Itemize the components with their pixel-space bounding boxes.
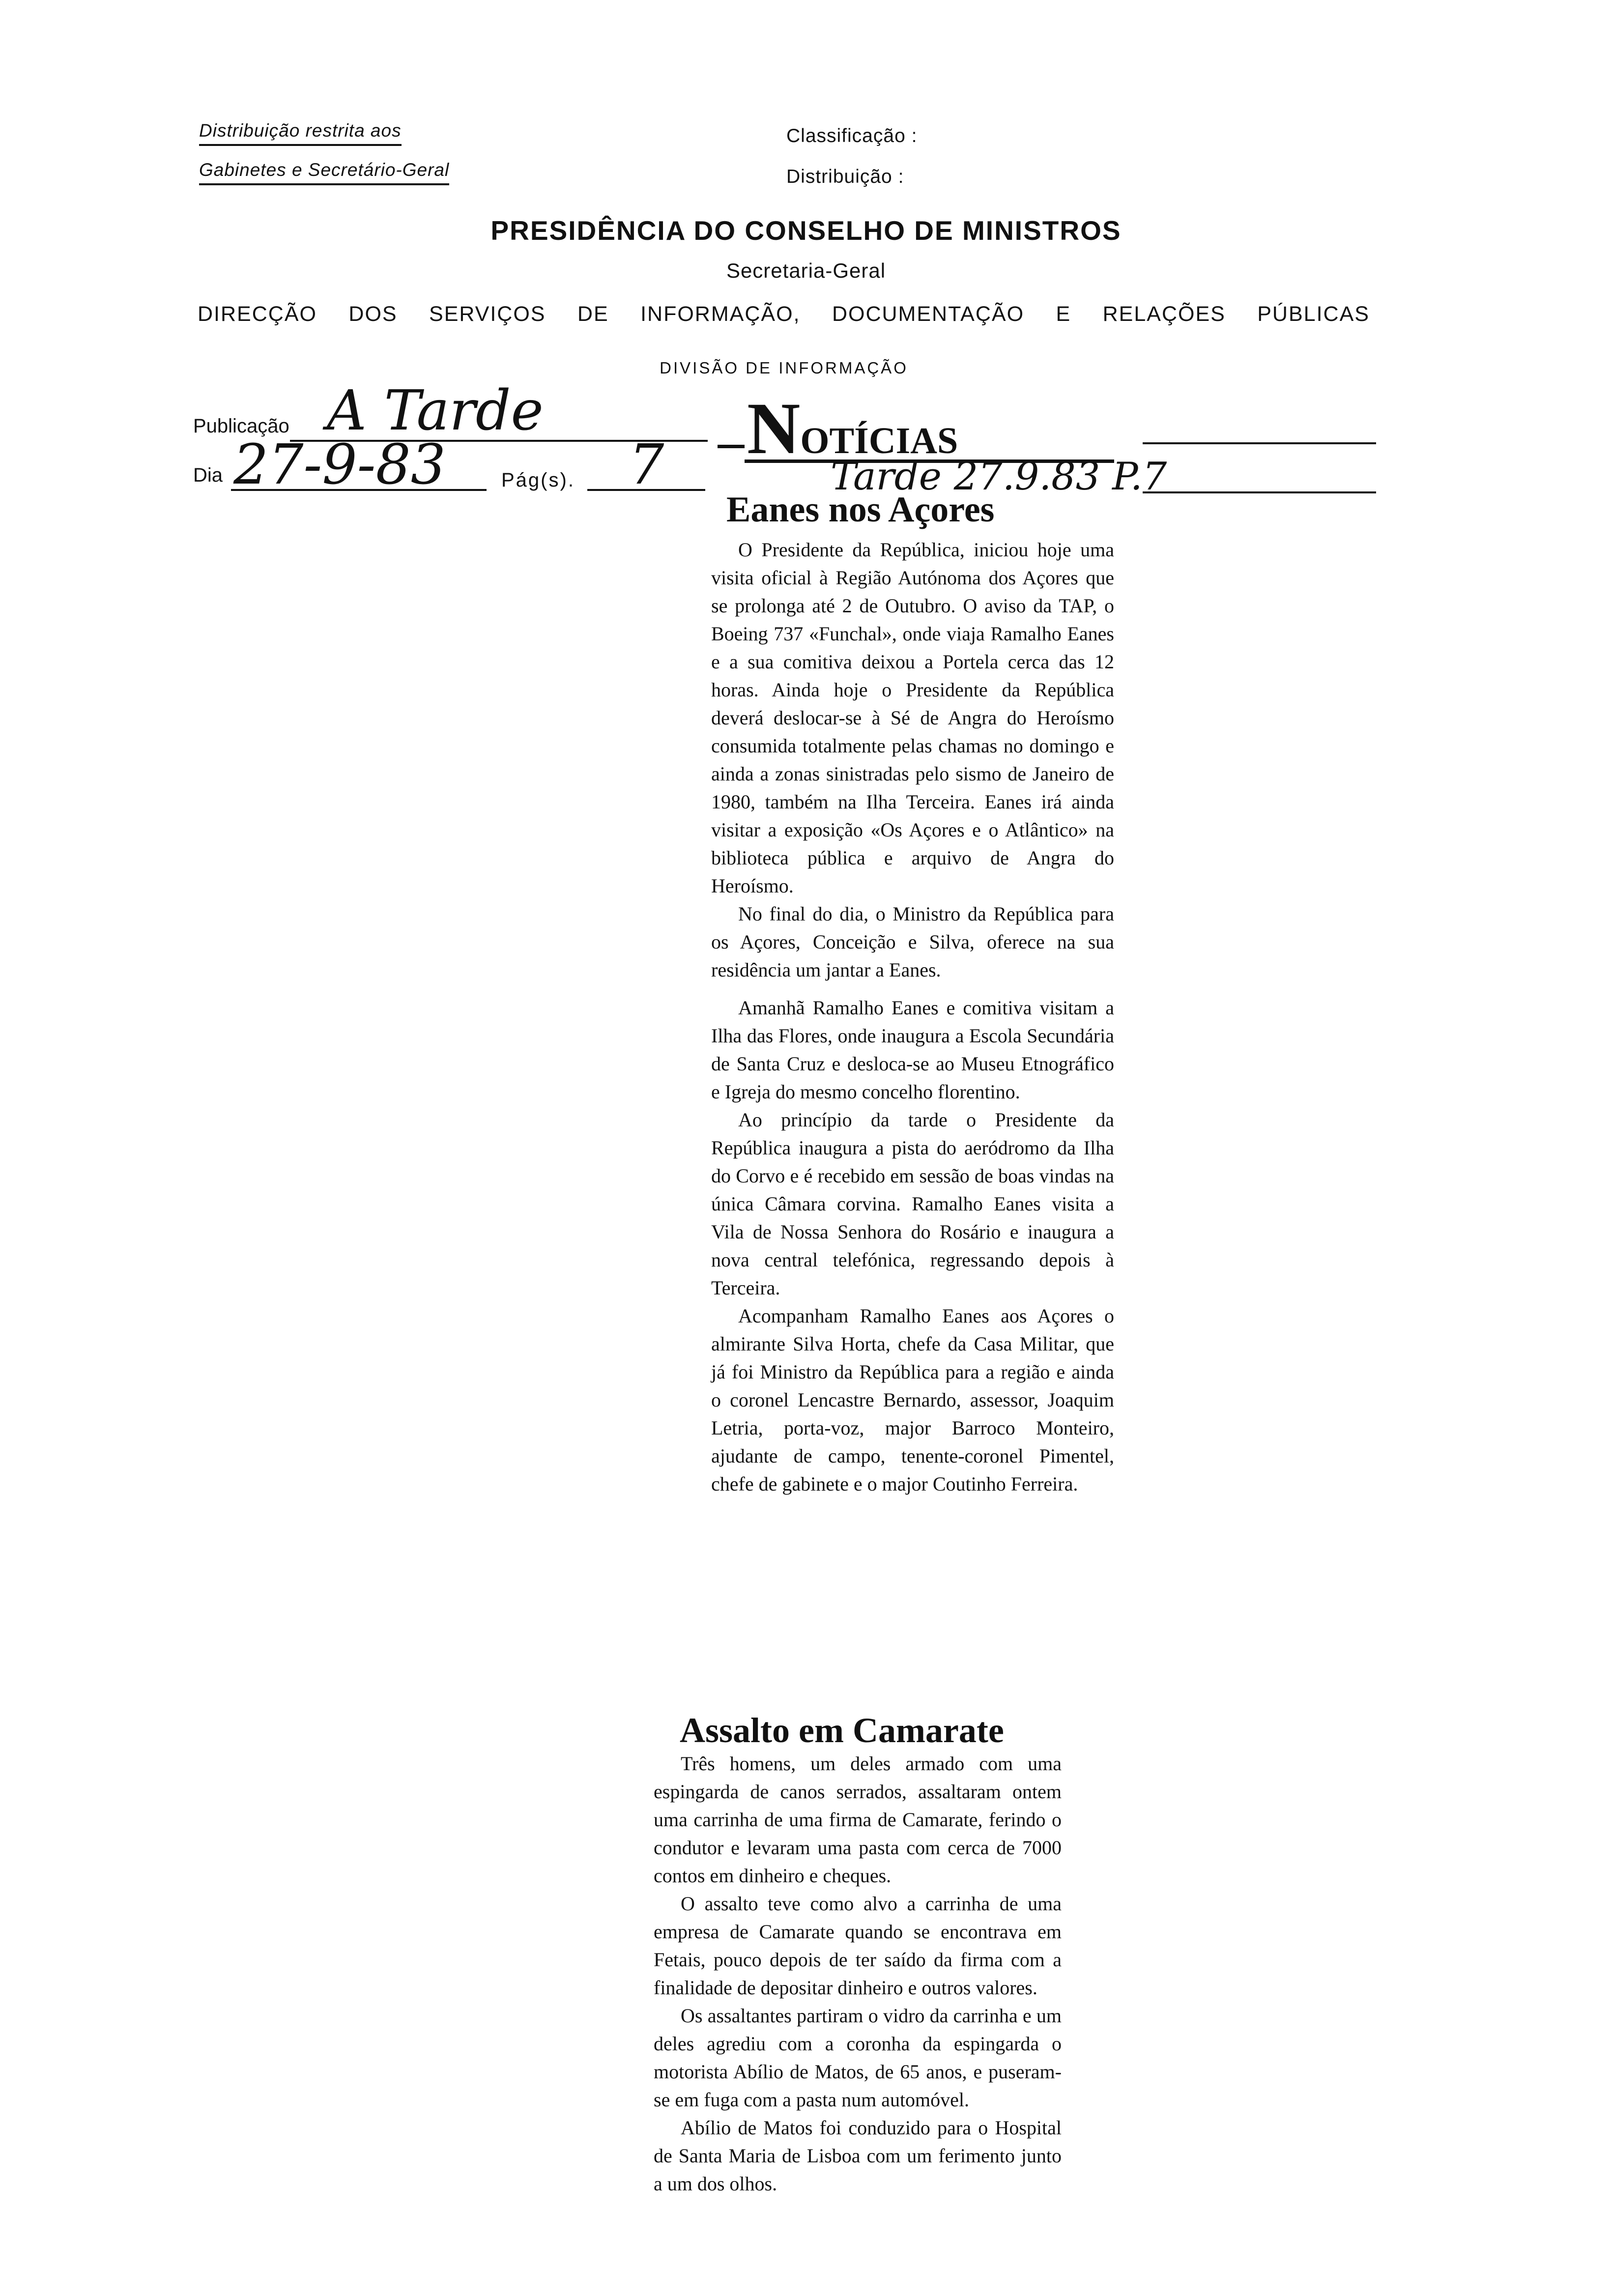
noticias-masthead [747, 388, 958, 469]
masthead-rest: OTÍCIAS [800, 420, 958, 461]
article-paragraph: Ao princípio da tarde o Presidente da República inaugura a pista do aeródromo da Ilha do Corvo e é recebido em sessão de boas vindas na única Câmara corvina. Ramalho Eanes visita a Vila de Nossa Senhora do Rosário e inaugura a nova central telefónica, regressando depois à Terceira. [711, 1109, 1114, 1299]
blank-field-line-2 [1143, 491, 1376, 493]
blank-field-line-1 [1143, 442, 1376, 444]
division-heading: DIVISÃO DE INFORMAÇÃO [660, 359, 908, 377]
page-underline [587, 489, 705, 491]
directorate-word: DOCUMENTAÇÃO [832, 302, 1025, 326]
directorate-word: DOS [348, 302, 398, 326]
directorate-heading [198, 302, 1370, 326]
publication-handwritten-value: A Tarde [327, 379, 544, 443]
article-camarate-body [654, 1750, 1062, 2198]
directorate-word: RELAÇÕES [1102, 302, 1226, 326]
directorate-word: E [1056, 302, 1071, 326]
article-paragraph: Acompanham Ramalho Eanes aos Açores o almirante Silva Horta, chefe da Casa Militar, que já foi Ministro da República para a região e ainda o coronel Lencastre Bernardo, assessor, Joaquim Letria, porta-voz, major Barroco Monteiro, ajudante de campo, tenente-coronel Pimentel, chefe de gabinete e o major Coutinho Ferreira. [711, 1305, 1114, 1495]
secretariat-heading: Secretaria-Geral [726, 259, 886, 282]
day-underline [231, 489, 487, 491]
article-paragraph: Abílio de Matos foi conduzido para o Hospital de Santa Maria de Lisboa com um ferimento junto a um dos olhos. [654, 2117, 1062, 2195]
classification-label: Classificação : [786, 125, 918, 146]
page-handwritten-value: 7 [629, 433, 664, 497]
presidency-heading: PRESIDÊNCIA DO CONSELHO DE MINISTROS [490, 215, 1122, 246]
directorate-word: DIRECÇÃO [198, 302, 317, 326]
handwritten-source-note: Tarde 27.9.83 P.7 [831, 455, 1167, 499]
distribution-restriction-line-1: Distribuição restrita aos [199, 120, 402, 146]
masthead-dash [718, 445, 745, 448]
article-paragraph: Os assaltantes partiram o vidro da carrinha e um deles agrediu com a coronha da espingarda o motorista Abílio de Matos, de 65 anos, e puseram-se em fuga com a pasta num automóvel. [654, 2005, 1062, 2111]
distribution-label: Distribuição : [786, 166, 904, 187]
day-label: Dia [193, 464, 223, 486]
directorate-word: SERVIÇOS [429, 302, 546, 326]
article-eanes-body [711, 536, 1114, 1498]
directorate-word: DE [577, 302, 609, 326]
article-paragraph: Três homens, um deles armado com uma espingarda de canos serrados, assaltaram ontem uma carrinha de uma firma de Camarate, ferindo o condutor e levaram uma pasta com cerca de 7000 contos em dinheiro e cheques. [654, 1752, 1062, 1887]
page-label: Pág(s). [501, 469, 575, 491]
directorate-word: INFORMAÇÃO, [640, 302, 801, 326]
article-title-eanes: Eanes nos Açores [726, 489, 995, 530]
directorate-word: PÚBLICAS [1257, 302, 1370, 326]
article-paragraph: No final do dia, o Ministro da República para os Açores, Conceição e Silva, oferece na sua residência um jantar a Eanes. [711, 903, 1114, 981]
article-paragraph: Amanhã Ramalho Eanes e comitiva visitam a Ilha das Flores, onde inaugura a Escola Secundária de Santa Cruz e desloca-se ao Museu Etnográfico e Igreja do mesmo concelho florentino. [711, 997, 1114, 1103]
article-title-camarate: Assalto em Camarate [680, 1711, 1004, 1750]
day-handwritten-value: 27-9-83 [233, 433, 446, 497]
article-paragraph: O Presidente da República, iniciou hoje uma visita oficial à Região Autónoma dos Açores que se prolonga até 2 de Outubro. O aviso da TAP, o Boeing 737 «Funchal», onde viaja Ramalho Eanes e a sua comitiva deixou a Portela cerca das 12 horas. Ainda hoje o Presidente da República deverá deslocar-se à Sé de Angra do Heroísmo consumida totalmente pelas chamas no domingo e ainda a zonas sinistradas pelo sismo de Janeiro de 1980, também na Ilha Terceira. Eanes irá ainda visitar a exposição «Os Açores e o Atlântico» na biblioteca pública e arquivo de Angra do Heroísmo. [711, 539, 1114, 897]
article-paragraph: O assalto teve como alvo a carrinha de uma empresa de Camarate quando se encontrava em Fetais, pouco depois de ter saído da firma com a finalidade de depositar dinheiro e outros valores. [654, 1893, 1062, 1999]
distribution-restriction-line-2: Gabinetes e Secretário-Geral [199, 160, 449, 185]
masthead-initial: N [747, 388, 801, 469]
publication-label: Publicação [193, 415, 289, 437]
